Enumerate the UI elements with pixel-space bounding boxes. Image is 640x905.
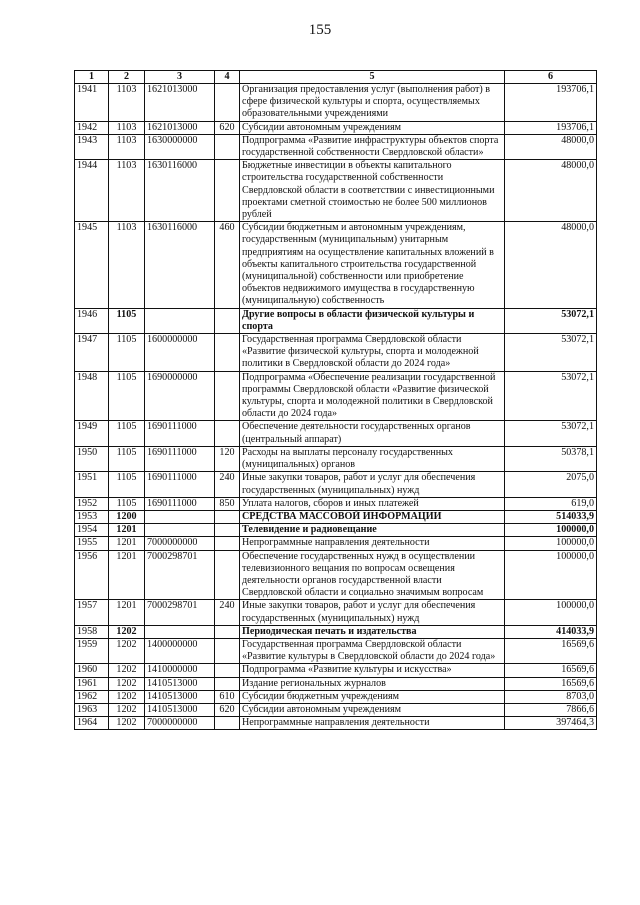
table-row (75, 703, 597, 716)
table-row (75, 625, 597, 638)
item-name: Подпрограмма «Обеспечение реализации государственной программы Свердловской области «Развитие физической культуры, спорта и молодежной политики в Свердловской области до 2024 года» (240, 371, 505, 421)
row-number: 1946 (75, 308, 109, 333)
expense-type (215, 550, 240, 600)
amount: 397464,3 (505, 717, 597, 730)
amount: 100000,0 (505, 537, 597, 550)
section-code: 1105 (109, 472, 145, 497)
amount: 514033,9 (505, 510, 597, 523)
table-row (75, 717, 597, 730)
column-header: 3 (145, 71, 215, 84)
target-code: 1410000000 (145, 664, 215, 677)
expense-type (215, 537, 240, 550)
table-row (75, 222, 597, 308)
target-code: 7000000000 (145, 717, 215, 730)
table-row (75, 421, 597, 446)
row-number: 1952 (75, 497, 109, 510)
amount: 100000,0 (505, 600, 597, 625)
row-number: 1943 (75, 134, 109, 159)
target-code (145, 510, 215, 523)
item-name: Иные закупки товаров, работ и услуг для обеспечения государственных (муниципальных) нужд (240, 600, 505, 625)
item-name: Телевидение и радиовещание (240, 524, 505, 537)
expense-type (215, 638, 240, 663)
expense-type: 120 (215, 446, 240, 471)
target-code: 1400000000 (145, 638, 215, 663)
row-number: 1955 (75, 537, 109, 550)
section-code: 1105 (109, 371, 145, 421)
item-name: Обеспечение государственных нужд в осуществлении телевизионного вещания по вопросам освещения деятельности органов государственной власти Свердловской области и социально значимым вопросам (240, 550, 505, 600)
expense-type: 850 (215, 497, 240, 510)
expense-type (215, 625, 240, 638)
section-code: 1201 (109, 600, 145, 625)
column-header: 5 (240, 71, 505, 84)
table-row (75, 84, 597, 122)
section-code: 1103 (109, 121, 145, 134)
item-name: Другие вопросы в области физической культуры и спорта (240, 308, 505, 333)
header-row (75, 71, 597, 84)
amount: 16569,6 (505, 664, 597, 677)
section-code: 1200 (109, 510, 145, 523)
section-code: 1103 (109, 160, 145, 222)
row-number: 1962 (75, 690, 109, 703)
target-code: 7000298701 (145, 600, 215, 625)
expense-type (215, 371, 240, 421)
section-code: 1201 (109, 524, 145, 537)
amount: 100000,0 (505, 524, 597, 537)
table-row (75, 472, 597, 497)
table-row (75, 677, 597, 690)
expense-type (215, 677, 240, 690)
item-name: Издание региональных журналов (240, 677, 505, 690)
section-code: 1105 (109, 421, 145, 446)
expense-type: 620 (215, 703, 240, 716)
table-body (75, 84, 597, 730)
amount: 414033,9 (505, 625, 597, 638)
section-code: 1202 (109, 625, 145, 638)
section-code: 1201 (109, 537, 145, 550)
expense-type: 620 (215, 121, 240, 134)
target-code: 1690111000 (145, 497, 215, 510)
target-code: 1621013000 (145, 121, 215, 134)
amount: 193706,1 (505, 84, 597, 122)
table-row (75, 690, 597, 703)
section-code: 1103 (109, 84, 145, 122)
table-row (75, 121, 597, 134)
item-name: Расходы на выплаты персоналу государственных (муниципальных) органов (240, 446, 505, 471)
row-number: 1961 (75, 677, 109, 690)
section-code: 1201 (109, 550, 145, 600)
target-code: 1690111000 (145, 446, 215, 471)
amount: 48000,0 (505, 160, 597, 222)
row-number: 1957 (75, 600, 109, 625)
target-code: 1690111000 (145, 421, 215, 446)
target-code: 7000298701 (145, 550, 215, 600)
expense-type (215, 84, 240, 122)
expense-type (215, 664, 240, 677)
table-row (75, 524, 597, 537)
expense-type (215, 421, 240, 446)
section-code: 1105 (109, 497, 145, 510)
item-name: Непрограммные направления деятельности (240, 537, 505, 550)
column-header: 6 (505, 71, 597, 84)
section-code: 1105 (109, 334, 145, 372)
table-row (75, 160, 597, 222)
amount: 8703,0 (505, 690, 597, 703)
row-number: 1964 (75, 717, 109, 730)
target-code: 1410513000 (145, 690, 215, 703)
row-number: 1945 (75, 222, 109, 308)
amount: 50378,1 (505, 446, 597, 471)
expense-type: 240 (215, 600, 240, 625)
table-row (75, 600, 597, 625)
page-number: 155 (308, 22, 332, 38)
item-name: Организация предоставления услуг (выполнения работ) в сфере физической культуры и спорта, осуществляемых образовательными учреждениями (240, 84, 505, 122)
column-header: 2 (109, 71, 145, 84)
target-code: 7000000000 (145, 537, 215, 550)
row-number: 1954 (75, 524, 109, 537)
amount: 53072,1 (505, 421, 597, 446)
target-code: 1630116000 (145, 160, 215, 222)
row-number: 1956 (75, 550, 109, 600)
section-code: 1202 (109, 664, 145, 677)
table-row (75, 446, 597, 471)
section-code: 1105 (109, 308, 145, 333)
target-code: 1690000000 (145, 371, 215, 421)
amount: 53072,1 (505, 371, 597, 421)
item-name: Государственная программа Свердловской области «Развитие культуры в Свердловской области до 2024 года» (240, 638, 505, 663)
table-row (75, 550, 597, 600)
expense-type (215, 134, 240, 159)
item-name: Иные закупки товаров, работ и услуг для обеспечения государственных (муниципальных) нужд (240, 472, 505, 497)
expense-type (215, 717, 240, 730)
item-name: Субсидии бюджетным учреждениям (240, 690, 505, 703)
target-code: 1621013000 (145, 84, 215, 122)
item-name: Непрограммные направления деятельности (240, 717, 505, 730)
target-code (145, 308, 215, 333)
expense-type: 610 (215, 690, 240, 703)
column-header: 4 (215, 71, 240, 84)
section-code: 1202 (109, 717, 145, 730)
item-name: Субсидии автономным учреждениям (240, 703, 505, 716)
table-row (75, 537, 597, 550)
table-row (75, 134, 597, 159)
target-code: 1600000000 (145, 334, 215, 372)
amount: 48000,0 (505, 134, 597, 159)
amount: 7866,6 (505, 703, 597, 716)
item-name: Периодическая печать и издательства (240, 625, 505, 638)
row-number: 1951 (75, 472, 109, 497)
row-number: 1947 (75, 334, 109, 372)
table-row (75, 334, 597, 372)
item-name: СРЕДСТВА МАССОВОЙ ИНФОРМАЦИИ (240, 510, 505, 523)
section-code: 1202 (109, 638, 145, 663)
amount: 2075,0 (505, 472, 597, 497)
column-header: 1 (75, 71, 109, 84)
item-name: Уплата налогов, сборов и иных платежей (240, 497, 505, 510)
table-row (75, 497, 597, 510)
expense-type (215, 160, 240, 222)
item-name: Субсидии автономным учреждениям (240, 121, 505, 134)
amount: 16569,6 (505, 638, 597, 663)
budget-table (74, 70, 597, 730)
table-row (75, 638, 597, 663)
target-code: 1690111000 (145, 472, 215, 497)
expense-type (215, 524, 240, 537)
amount: 16569,6 (505, 677, 597, 690)
section-code: 1202 (109, 703, 145, 716)
table-row (75, 308, 597, 333)
item-name: Подпрограмма «Развитие культуры и искусства» (240, 664, 505, 677)
section-code: 1105 (109, 446, 145, 471)
expense-type (215, 308, 240, 333)
expense-type (215, 334, 240, 372)
target-code: 1410513000 (145, 703, 215, 716)
row-number: 1949 (75, 421, 109, 446)
target-code: 1630116000 (145, 222, 215, 308)
section-code: 1202 (109, 690, 145, 703)
item-name: Обеспечение деятельности государственных органов (центральный аппарат) (240, 421, 505, 446)
table-row (75, 371, 597, 421)
row-number: 1948 (75, 371, 109, 421)
expense-type: 240 (215, 472, 240, 497)
row-number: 1960 (75, 664, 109, 677)
section-code: 1202 (109, 677, 145, 690)
amount: 53072,1 (505, 334, 597, 372)
table-row (75, 664, 597, 677)
table-row (75, 510, 597, 523)
item-name: Подпрограмма «Развитие инфраструктуры объектов спорта государственной собственности Свердловской области» (240, 134, 505, 159)
item-name: Бюджетные инвестиции в объекты капитального строительства государственной собственности Свердловской области в соответствии с инвестиционными проектами сметной стоимостью не более 500 миллионов рублей (240, 160, 505, 222)
section-code: 1103 (109, 134, 145, 159)
section-code: 1103 (109, 222, 145, 308)
row-number: 1950 (75, 446, 109, 471)
row-number: 1953 (75, 510, 109, 523)
row-number: 1959 (75, 638, 109, 663)
row-number: 1942 (75, 121, 109, 134)
amount: 53072,1 (505, 308, 597, 333)
row-number: 1963 (75, 703, 109, 716)
item-name: Субсидии бюджетным и автономным учреждениям, государственным (муниципальным) унитарным предприятиям на осуществление капитальных вложений в объекты капитального строительства государственной (муниципальной) собственности или приобретение объектов недвижимого имущества в государственную (муниципальную) собственность (240, 222, 505, 308)
target-code (145, 524, 215, 537)
target-code: 1410513000 (145, 677, 215, 690)
item-name: Государственная программа Свердловской области «Развитие физической культуры, спорта и молодежной политики в Свердловской области до 2024 года» (240, 334, 505, 372)
expense-type (215, 510, 240, 523)
target-code (145, 625, 215, 638)
amount: 193706,1 (505, 121, 597, 134)
row-number: 1941 (75, 84, 109, 122)
row-number: 1958 (75, 625, 109, 638)
row-number: 1944 (75, 160, 109, 222)
expense-type: 460 (215, 222, 240, 308)
amount: 100000,0 (505, 550, 597, 600)
amount: 48000,0 (505, 222, 597, 308)
amount: 619,0 (505, 497, 597, 510)
target-code: 1630000000 (145, 134, 215, 159)
